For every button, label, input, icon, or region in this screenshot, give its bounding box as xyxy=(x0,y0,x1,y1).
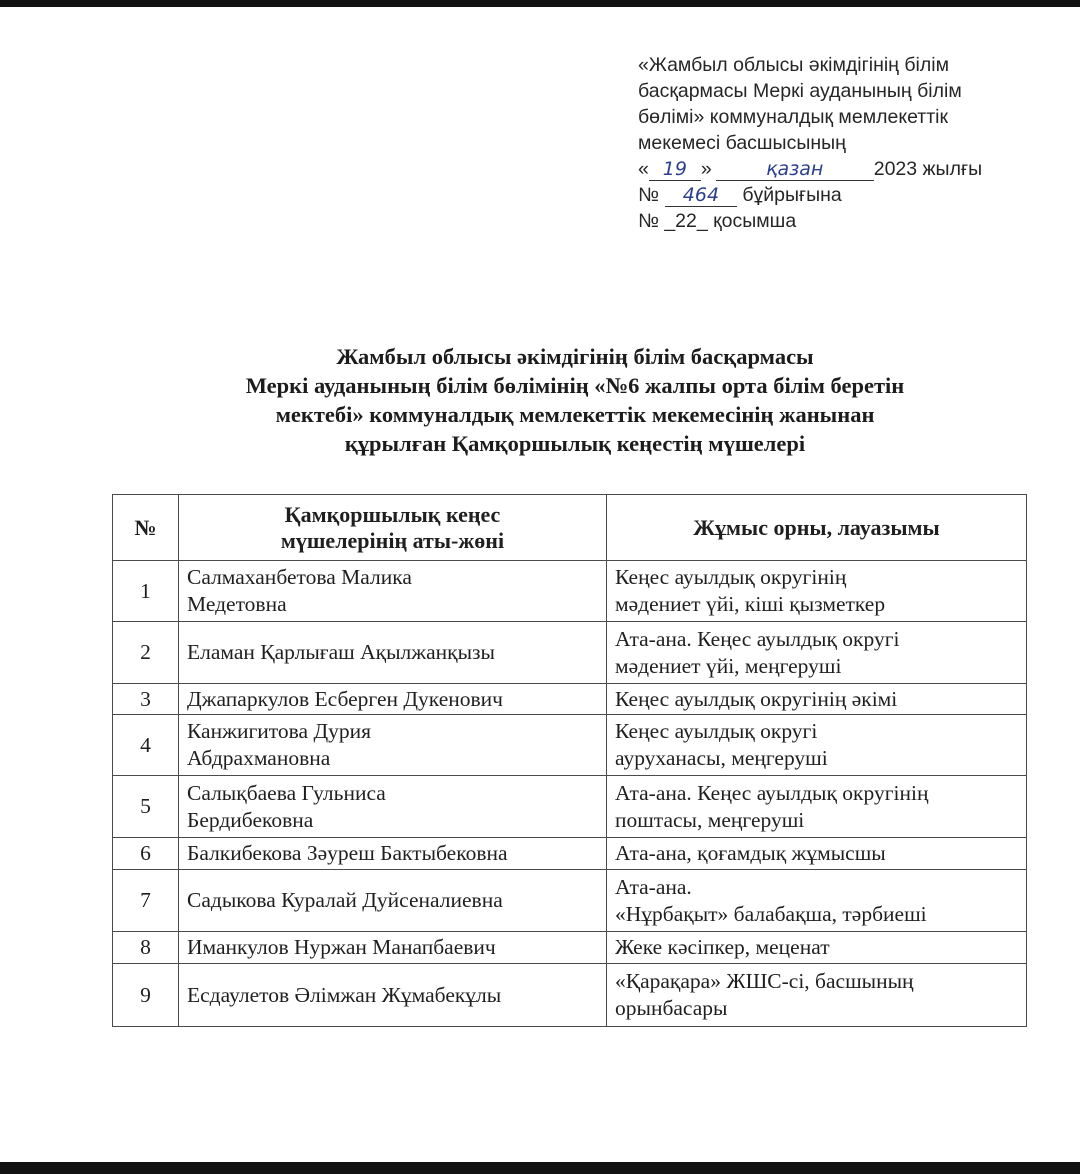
heading-line-3: мектебі» коммуналдық мемлекеттік мекемесінің жанынан xyxy=(275,402,875,427)
table-row xyxy=(113,776,1027,838)
member-name xyxy=(179,561,607,622)
heading-line-4: құрылған Қамқоршылық кеңестің мүшелері xyxy=(344,431,806,456)
member-name xyxy=(179,715,607,776)
table-row xyxy=(113,838,1027,870)
member-name: Садыкова Куралай Дуйсеналиевна xyxy=(179,870,607,932)
row-number: 5 xyxy=(113,776,179,838)
table-row xyxy=(113,684,1027,715)
member-name: Есдаулетов Әлімжан Жұмабекұлы xyxy=(179,964,607,1027)
member-position-line-1: «Қарақара» ЖШС-сі, басшының xyxy=(615,969,914,993)
member-name xyxy=(179,776,607,838)
table-row xyxy=(113,622,1027,684)
table-row xyxy=(113,964,1027,1027)
member-position-line-2: мәдениет үйі, кіші қызметкер xyxy=(615,592,886,616)
table-header-row xyxy=(113,495,1027,561)
member-name-line-1: Салықбаева Гульниса xyxy=(187,780,386,805)
appendix-order-line: № 464 бұйрығына xyxy=(638,184,842,206)
member-name: Балкибекова Зәуреш Бактыбековна xyxy=(179,838,607,870)
member-position: Кеңес ауылдық округінің әкімі xyxy=(607,684,1027,715)
table-row xyxy=(113,715,1027,776)
member-position-line-2: поштасы, меңгеруші xyxy=(615,807,805,832)
appendix-number-line: № _22_ қосымша xyxy=(638,210,797,232)
members-table xyxy=(112,494,1027,1027)
member-position-line-2: ауруханасы, меңгеруші xyxy=(615,746,828,770)
appendix-line-2: басқармасы Меркі ауданының білім xyxy=(638,80,962,102)
row-number: 2 xyxy=(113,622,179,684)
heading-line-2: Меркі ауданының білім бөлімінің «№6 жалпы орта білім беретін xyxy=(245,373,905,398)
header-number: № xyxy=(113,495,179,561)
table-row xyxy=(113,561,1027,622)
member-position: Ата-ана, қоғамдық жұмысшы xyxy=(607,838,1027,870)
member-name-line-2: Абдрахмановна xyxy=(187,746,331,770)
appendix-line-3: бөлімі» коммуналдық мемлекеттік xyxy=(638,106,948,128)
appendix-line-4: мекемесі басшысының xyxy=(638,132,846,154)
member-position-line-2: мәдениет үйі, меңгеруші xyxy=(615,653,842,678)
member-position-line-1: Ата-ана. Кеңес ауылдық округінің xyxy=(615,780,929,805)
member-position-line-1: Кеңес ауылдық округі xyxy=(615,719,818,743)
row-number: 6 xyxy=(113,838,179,870)
header-name-line-2: мүшелерінің аты-жөні xyxy=(280,527,505,553)
member-name-line-1: Салмаханбетова Малика xyxy=(187,565,412,589)
member-position: Жеке кәсіпкер, меценат xyxy=(607,932,1027,964)
photo-top-border xyxy=(0,0,1080,7)
member-name-line-2: Бердибековна xyxy=(187,807,314,832)
table-row xyxy=(113,932,1027,964)
row-number: 4 xyxy=(113,715,179,776)
member-name-line-1: Канжигитова Дурия xyxy=(187,719,371,743)
member-position-line-1: Ата-ана. Кеңес ауылдық округі xyxy=(615,626,900,651)
order-suffix: бұйрығына xyxy=(742,184,842,206)
member-position-line-2: «Нұрбақыт» балабақша, тәрбиеші xyxy=(615,901,927,926)
member-position-line-1: Ата-ана. xyxy=(615,874,692,899)
member-name: Джапаркулов Есберген Дукенович xyxy=(179,684,607,715)
photo-bottom-border xyxy=(0,1162,1080,1174)
row-number: 9 xyxy=(113,964,179,1027)
member-name-line-2: Медетовна xyxy=(187,592,287,616)
row-number: 1 xyxy=(113,561,179,622)
header-position: Жұмыс орны, лауазымы xyxy=(607,495,1027,561)
appendix-block xyxy=(638,52,1048,234)
member-position-line-1: Кеңес ауылдық округінің xyxy=(615,565,847,589)
table-row xyxy=(113,870,1027,932)
row-number: 8 xyxy=(113,932,179,964)
date-day-handwritten: 19 xyxy=(649,158,701,181)
appendix-date-line: « 19 » қазан 2023 жылғы xyxy=(638,158,983,180)
member-position xyxy=(607,622,1027,684)
row-number: 7 xyxy=(113,870,179,932)
header-name-line-1: Қамқоршылық кеңес xyxy=(284,501,501,527)
member-position xyxy=(607,870,1027,932)
member-position xyxy=(607,776,1027,838)
appendix-line-1: «Жамбыл облысы әкімдігінің білім xyxy=(638,54,949,76)
heading-line-1: Жамбыл облысы әкімдігінің білім басқармасы xyxy=(336,344,814,369)
member-name: Еламан Қарлығаш Ақылжанқызы xyxy=(179,622,607,684)
member-name: Иманкулов Нуржан Манапбаевич xyxy=(179,932,607,964)
document-heading xyxy=(150,342,1000,458)
member-position xyxy=(607,715,1027,776)
member-position-line-2: орынбасары xyxy=(615,996,728,1020)
date-year-suffix: 2023 жылғы xyxy=(873,158,983,180)
member-position xyxy=(607,964,1027,1027)
header-name xyxy=(179,495,607,561)
row-number: 3 xyxy=(113,684,179,715)
date-month-handwritten: қазан xyxy=(716,158,874,181)
member-position xyxy=(607,561,1027,622)
order-number-handwritten: 464 xyxy=(665,184,737,207)
